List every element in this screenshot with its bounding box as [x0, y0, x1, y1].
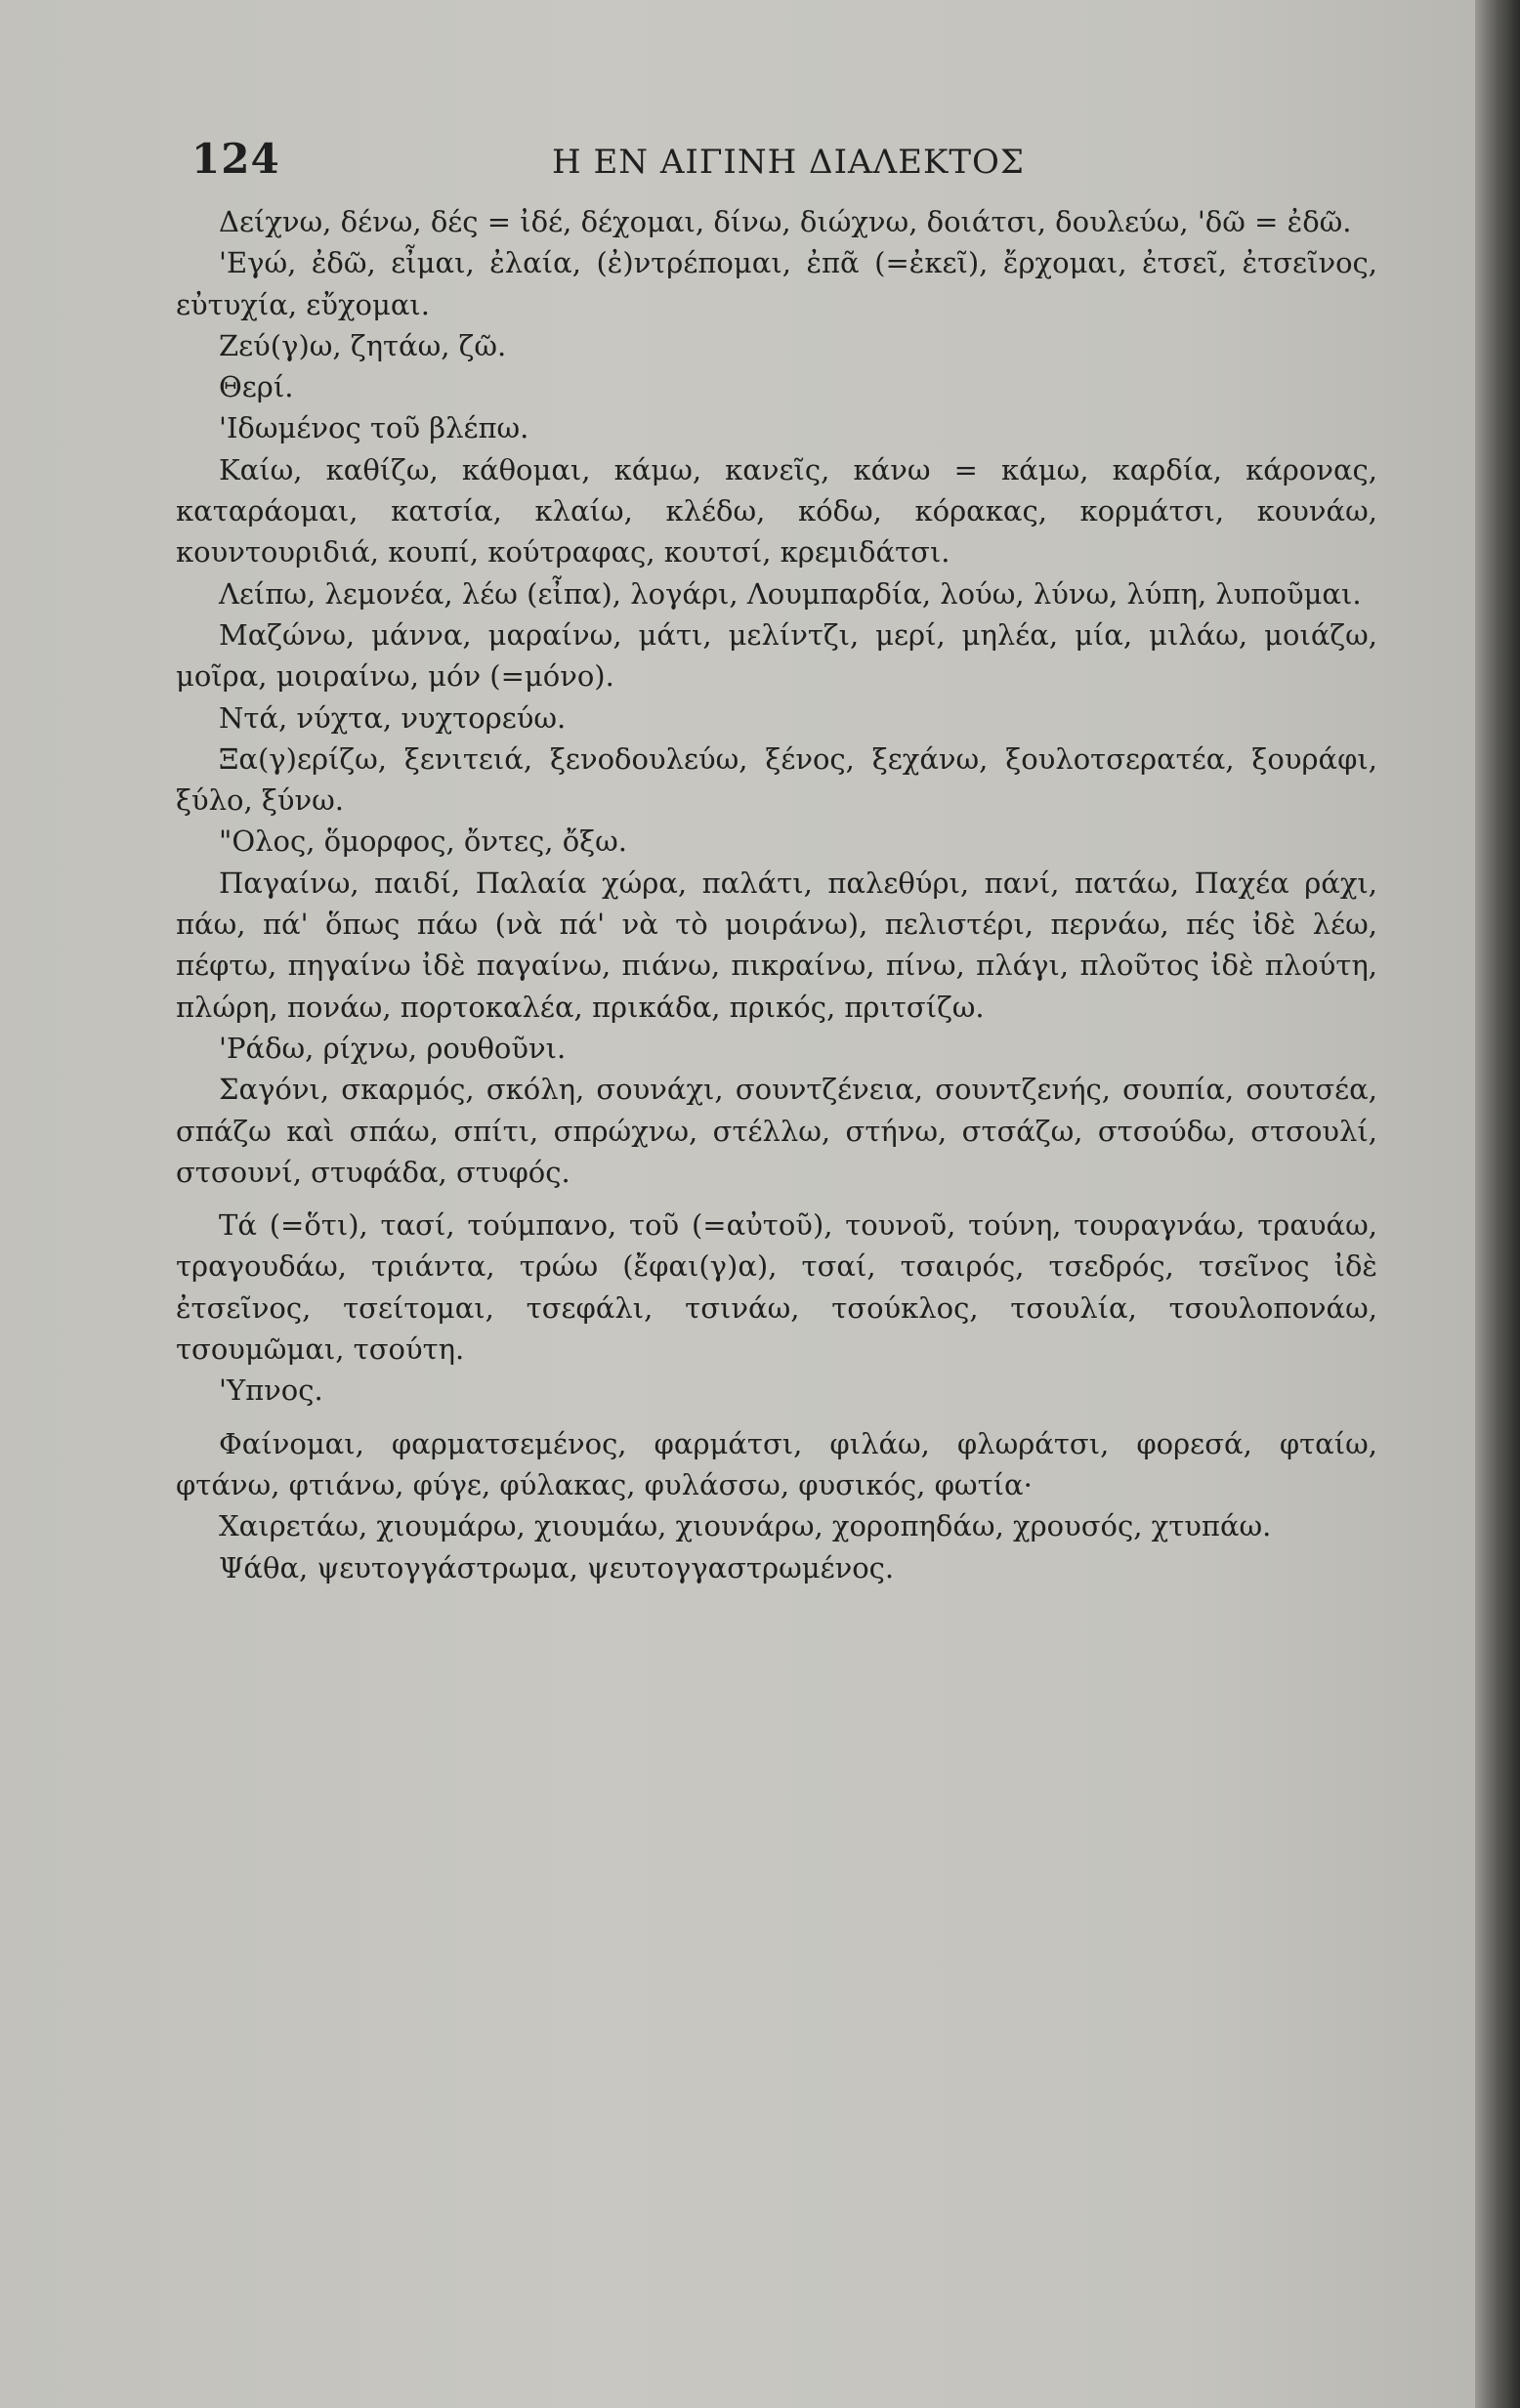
body-text	[176, 201, 1377, 1588]
entry-theta: Θερί.	[219, 370, 294, 404]
entry-omicron: "Ολος, ὅμορφος, ὄντες, ὄξω.	[219, 824, 628, 859]
entry-phi: Φαίνομαι, φαρματσεμένος, φαρμάτσι, φιλάω, φλωράτσι, φορεσά, φταίω, φτάνω, φτιάνω, φύγε, φύλακας, φυλάσσω, φυσικός, φωτία·	[176, 1426, 1377, 1501]
entry-tau: Τά (=ὅτι), τασί, τούμπανο, τοῦ (=αὐτοῦ), τουνοῦ, τούνη, τουραγνάω, τραυάω, τραγουδάω, τριάντα, τρώω (ἔφαι(γ)α), τσαί, τσαιρός, τσεδρός, τσεῖνος ἰδὲ ἐτσεῖνος, τσείτομαι, τσεφάλι, τσινάω, τσούκλος, τσουλία, τσουλοπονάω, τσουμῶμαι, τσούτη.	[176, 1208, 1377, 1367]
entry-rho: 'Ράδω, ρίχνω, ρουθοῦνι.	[219, 1031, 567, 1065]
entry-sigma: Σαγόνι, σκαρμός, σκόλη, σουνάχι, σουντζένεια, σουντζενής, σουπία, σουτσέα, σπάζω καὶ σπάω, σπίτι, σπρώχνω, στέλλω, στήνω, στσάζω, στσούδω, στσουλί, στσουνί, στυφάδα, στυφός.	[176, 1073, 1377, 1189]
entry-pi: Παγαίνω, παιδί, Παλαία χώρα, παλάτι, παλεθύρι, πανί, πατάω, Παχέα ράχι, πάω, πά' ὅπως πάω (νὰ πά' νὰ τὸ μοιράνω), πελιστέρι, περνάω, πές ἰδὲ λέω, πέφτω, πηγαίνω ἰδὲ παγαίνω, πιάνω, πικραίνω, πίνω, πλάγι, πλοῦτος ἰδὲ πλούτη, πλώρη, πονάω, πορτοκαλέα, πρικάδα, πρικός, πριτσίζω.	[176, 866, 1377, 1024]
entry-xi: Ξα(γ)ερίζω, ξενιτειά, ξενοδουλεύω, ξένος, ξεχάνω, ξουλοτσερατέα, ξουράφι, ξύλο, ξύνω.	[176, 741, 1377, 818]
entry-kappa: Καίω, καθίζω, κάθομαι, κάμω, κανεῖς, κάνω = κάμω, καρδία, κάρονας, καταράομαι, κατσία, κλαίω, κλέδω, κόδω, κόρακας, κορμάτσι, κουνάω, κουντουριδιά, κουπί, κούτραφας, κουτσί, κρεμιδάτσι.	[176, 452, 1377, 570]
entry-nu: Ντά, νύχτα, νυχτορεύω.	[219, 700, 567, 735]
entry-upsilon: 'Υπνος.	[219, 1373, 323, 1408]
entry-mu: Μαζώνω, μάννα, μαραίνω, μάτι, μελίντζι, μερί, μηλέα, μία, μιλάω, μοιάζω, μοῖρα, μοιραίνω, μόν (=μόνο).	[176, 617, 1377, 694]
entry-psi: Ψάθα, ψευτογγάστρωμα, ψευτογγαστρωμένος.	[219, 1550, 895, 1584]
entry-zeta: Ζεύ(γ)ω, ζητάω, ζῶ.	[219, 328, 507, 362]
page-header	[0, 135, 1475, 193]
page-number: 124	[191, 135, 280, 183]
entry-epsilon: 'Εγώ, ἐδῶ, εἶμαι, ἐλαία, (ἐ)ντρέπομαι, ἐπᾶ (=ἐκεῖ), ἔρχομαι, ἐτσεῖ, ἐτσεῖνος, εὐτυχία, εὔχομαι.	[176, 246, 1377, 321]
running-title: Η ΕΝ ΑΙΓΙΝΗ ΔΙΑΛΕΚΤΟΣ	[552, 143, 1025, 182]
entry-iota: 'Ιδωμένος τοῦ βλέπω.	[219, 411, 529, 445]
entry-chi: Χαιρετάω, χιουμάρω, χιουμάω, χιουνάρω, χοροπηδάω, χρουσός, χτυπάω.	[219, 1509, 1272, 1543]
entry-lambda: Λείπω, λεμονέα, λέω (εἶπα), λογάρι, Λουμπαρδία, λούω, λύνω, λύπη, λυποῦμαι.	[219, 576, 1362, 611]
binding-shadow	[1475, 0, 1520, 2408]
entry-delta: Δείχνω, δένω, δές = ἰδέ, δέχομαι, δίνω, διώχνω, δοιάτσι, δουλεύω, 'δῶ = ἐδῶ.	[219, 205, 1352, 238]
